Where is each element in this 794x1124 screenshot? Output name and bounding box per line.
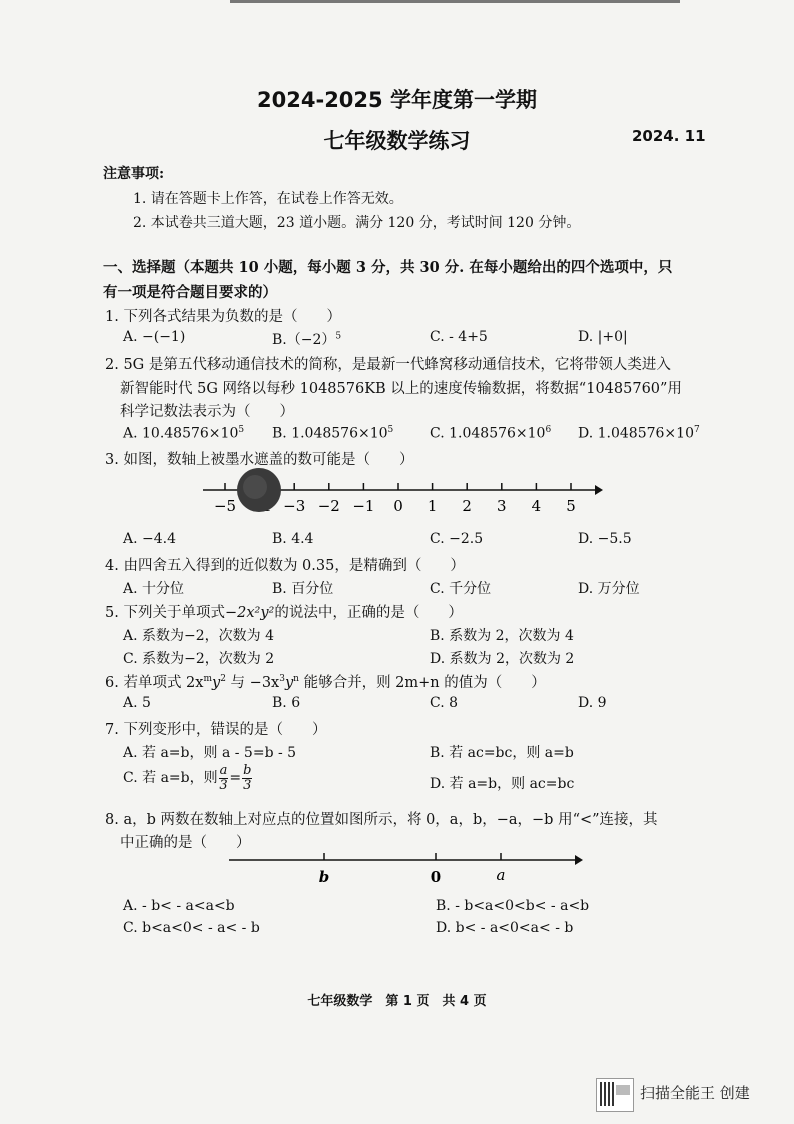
q1-option-b: $B.(-2)^5$ — [272, 331, 342, 348]
page-title: 2024-2025 学年度第一学期 — [257, 88, 537, 112]
q5-option-c: C. 系数为−2，次数为 2 — [123, 651, 275, 667]
q7-fraction-a-3: $\frac{a}{3}$ — [219, 763, 228, 793]
exam-date: 2024. 11 — [632, 127, 706, 145]
q8-option-d: D. b< - a<0<a< - b — [436, 920, 574, 936]
q3-tick-label: 0 — [393, 497, 403, 515]
notes-heading: 注意事项: — [103, 166, 165, 182]
scanner-watermark: 扫描全能王 创建 — [640, 1084, 750, 1102]
q3-tick-label: −2 — [317, 497, 340, 515]
q3-number-line — [195, 468, 610, 518]
q5-stem: 5. 下列关于单项式−2x²y²的说法中，正确的是（ ） — [105, 605, 463, 621]
q3-tick-label: 3 — [497, 497, 507, 515]
q7-option-c: C. 若 a=b，则 $\frac{a}{3}$ = $\frac{b}{3}$ — [123, 763, 252, 793]
q4-option-a: A. 十分位 — [123, 581, 185, 597]
q6-option-a: A. 5 — [123, 695, 151, 711]
q2-stem-line2: 新智能时代 5G 网络以每秒 1048576KB 以上的速度传输数据，将数据“10485760”用 — [120, 381, 682, 397]
q8-label-0: 0 — [430, 868, 442, 886]
q3-tick-label: 1 — [427, 497, 438, 515]
page-subtitle: 七年级数学练习 — [323, 129, 471, 153]
q3-tick-label: −5 — [213, 497, 237, 515]
q4-stem: 4. 由四舍五入得到的近似数为 0.35，是精确到（ ） — [105, 558, 465, 574]
q2-option-b: B. $1.048576\times 10^5$ — [272, 425, 394, 442]
q4-option-d: D. 万分位 — [578, 581, 640, 597]
q3-option-c: C. −2.5 — [430, 531, 484, 547]
q7-option-d: D. 若 a=b，则 ac=bc — [430, 776, 575, 792]
q5-option-a: A. 系数为−2，次数为 4 — [123, 628, 275, 644]
q6-option-c: C. 8 — [430, 695, 459, 711]
q1-option-c: C. - 4+5 — [430, 329, 488, 345]
q4-option-c: C. 千分位 — [430, 581, 492, 597]
q8-stem-line1: 8. a，b 两数在数轴上对应点的位置如图所示，将 0，a，b，−a，−b 用“<”连接，其 — [105, 812, 658, 828]
q2-stem-line3: 科学记数法表示为（ ） — [120, 404, 294, 420]
q7-option-a: A. 若 a=b，则 a - 5=b - 5 — [123, 745, 297, 761]
q2-option-d: D. $1.048576\times 10^7$ — [578, 425, 700, 442]
q6-stem: 6. 若单项式 $2x^my^2$ 与 $-3x^3y^n$ 能够合并，则 2m+n 的值为（ ） — [105, 674, 546, 691]
q6-option-b: B. 6 — [272, 695, 301, 711]
q2-stem-line1: 2. 5G 是第五代移动通信技术的简称，是最新一代蜂窝移动通信技术，它将带领人类进入 — [105, 357, 671, 373]
q3-tick-label: 5 — [566, 497, 576, 515]
q8-option-c: C. b<a<0< - a< - b — [123, 920, 260, 936]
note-item-2: 2. 本试卷共三道大题，23 道小题。满分 120 分，考试时间 120 分钟。 — [133, 215, 581, 231]
q1-option-d: D. |+0| — [578, 329, 628, 345]
q7-option-b: B. 若 ac=bc，则 a=b — [430, 745, 574, 761]
q7-stem: 7. 下列变形中，错误的是（ ） — [105, 722, 327, 738]
q2-option-c: C. $1.048576\times 10^6$ — [430, 425, 552, 442]
q3-tick-label: −1 — [352, 497, 375, 515]
q3-ink-blot-highlight — [243, 475, 267, 499]
q3-stem: 3. 如图，数轴上被墨水遮盖的数可能是（ ） — [105, 452, 414, 468]
q6-option-d: D. 9 — [578, 695, 607, 711]
q1-stem: 1. 下列各式结果为负数的是（ ） — [105, 309, 341, 325]
q3-tick-label: 4 — [531, 497, 542, 515]
scanner-logo-icon — [596, 1078, 634, 1112]
q4-option-b: B. 百分位 — [272, 581, 334, 597]
q8-stem-line2: 中正确的是（ ） — [120, 835, 251, 851]
q5-option-b: B. 系数为 2，次数为 4 — [430, 628, 574, 644]
q8-axis-arrow — [575, 855, 583, 865]
q8-option-a: A. - b< - a<a<b — [123, 898, 235, 914]
q3-option-a: A. −4.4 — [123, 531, 177, 547]
page-footer: 七年级数学 第 1 页 共 4 页 — [307, 994, 487, 1009]
q8-number-line — [225, 848, 590, 886]
q1-option-a: A. −(−1) — [123, 329, 186, 345]
q3-tick-label: −3 — [283, 497, 306, 515]
q7-fraction-b-3: $\frac{b}{3}$ — [243, 763, 252, 793]
q3-tick-label: 2 — [462, 497, 472, 515]
q3-option-b: B. 4.4 — [272, 531, 314, 547]
section1-heading-cont: 有一项是符合题目要求的） — [103, 284, 277, 301]
top-scan-edge — [230, 0, 680, 3]
q3-axis-arrow — [595, 485, 603, 495]
q2-option-a: A. $10.48576\times 10^5$ — [123, 425, 245, 442]
q3-option-d: D. −5.5 — [578, 531, 632, 547]
section1-heading: 一、选择题（本题共 10 小题，每小题 3 分，共 30 分. 在每小题给出的四个选项中，只 — [103, 259, 673, 276]
q8-option-b: B. - b<a<0<b< - a<b — [436, 898, 590, 914]
q5-option-d: D. 系数为 2，次数为 2 — [430, 651, 575, 667]
q8-label-a: a — [496, 866, 506, 884]
note-item-1: 1. 请在答题卡上作答，在试卷上作答无效。 — [133, 191, 403, 207]
q8-label-b: b — [318, 868, 330, 886]
